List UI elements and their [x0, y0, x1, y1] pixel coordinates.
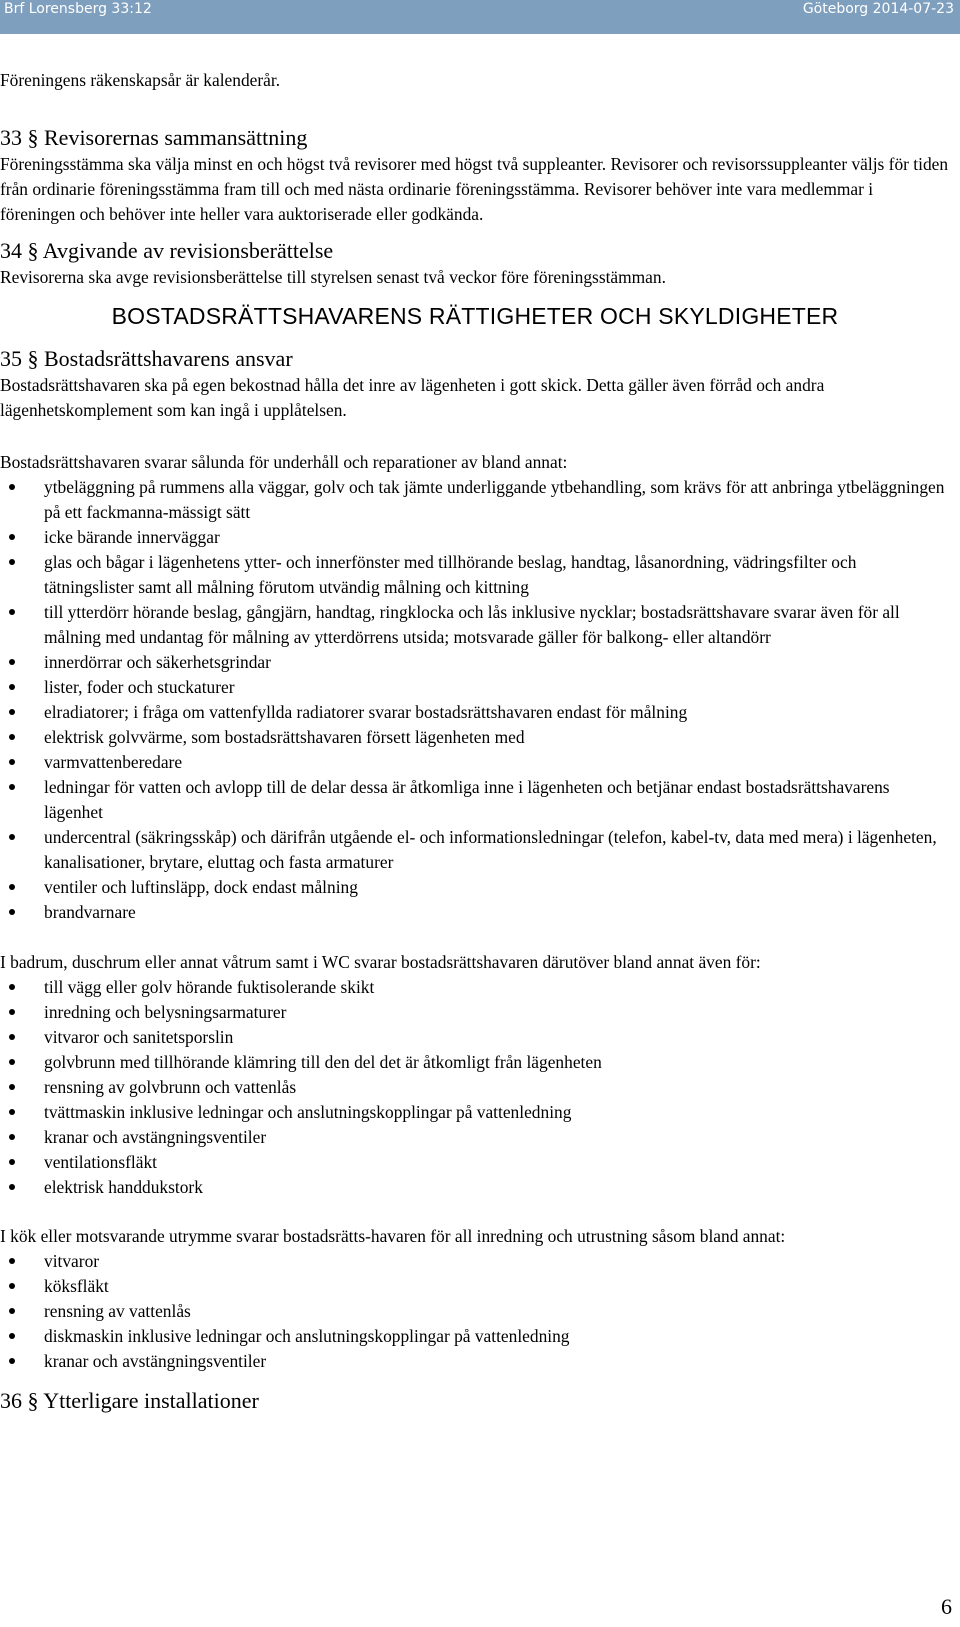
section-34-heading	[0, 237, 950, 265]
list-item: till ytterdörr hörande beslag, gångjärn, handtag, ringklocka och lås inklusive nycklar; bostadsrättshavare svarar även för all målning med undantag för målning av ytterdörrens utsida; motsvarade gäller för balkong- eller altandörr	[0, 600, 950, 650]
list-item: varmvattenberedare	[0, 750, 950, 775]
header-association-name: Brf Lorensberg 33:12	[4, 1, 152, 17]
list-item: vitvaror och sanitetsporslin	[0, 1025, 950, 1050]
section-33-body: Föreningsstämma ska välja minst en och högst två revisorer med högst två suppleanter. Revisorer och revisorssuppleanter väljs för tiden från ordinarie föreningsstämma fram till och med nästa ordinarie föreningsstämma. Revisorer behöver inte vara medlemmar i föreningen och behöver inte heller vara auktoriserade eller godkända.	[0, 154, 949, 224]
list-item: kranar och avstängningsventiler	[0, 1125, 950, 1150]
header-place-date: Göteborg 2014-07-23	[802, 1, 954, 17]
list-item: köksfläkt	[0, 1274, 950, 1299]
section-symbol-icon: §	[27, 125, 39, 150]
wetroom-list	[0, 975, 950, 1200]
page-header	[0, 0, 960, 34]
section-36-heading	[0, 1387, 950, 1415]
list-item: ytbeläggning på rummens alla väggar, golv och tak jämte underliggande ytbehandling, som krävs för att anbringa ytbeläggningen på ett fackmanna-mässigt sätt	[0, 475, 950, 525]
list-item: elektrisk handdukstork	[0, 1175, 950, 1200]
list-item: ventiler och luftinsläpp, dock endast målning	[0, 875, 950, 900]
section-35-title: Bostadsrättshavarens ansvar	[44, 346, 293, 371]
section-33-title: Revisorernas sammansättning	[44, 125, 308, 150]
section-33-number: 33	[0, 125, 22, 150]
section-35-number: 35	[0, 346, 22, 371]
section-34-number: 34	[0, 238, 22, 263]
document-body	[0, 68, 950, 1415]
list-item: innerdörrar och säkerhetsgrindar	[0, 650, 950, 675]
list-item: brandvarnare	[0, 900, 950, 925]
list-item: ventilationsfläkt	[0, 1150, 950, 1175]
list-item: inredning och belysningsarmaturer	[0, 1000, 950, 1025]
list-item: kranar och avstängningsventiler	[0, 1349, 950, 1374]
section-34-title: Avgivande av revisionsberättelse	[42, 238, 334, 263]
list-item: elektrisk golvvärme, som bostadsrättshavaren försett lägenheten med	[0, 725, 950, 750]
list-item: rensning av vattenlås	[0, 1299, 950, 1324]
section-35-heading	[0, 345, 950, 373]
list-item: rensning av golvbrunn och vattenlås	[0, 1075, 950, 1100]
list-item: vitvaror	[0, 1249, 950, 1274]
section-35-body: Bostadsrättshavaren ska på egen bekostnad hålla det inre av lägenheten i gott skick. Detta gäller även förråd och andra lägenhetskomplement som kan ingå i upplåtelsen.	[0, 375, 825, 420]
wetroom-list-intro: I badrum, duschrum eller annat våtrum samt i WC svarar bostadsrättshavaren därutöver bland annat även för:	[0, 952, 761, 972]
list-item: till vägg eller golv hörande fuktisolerande skikt	[0, 975, 950, 1000]
list-item: elradiatorer; i fråga om vattenfyllda radiatorer svarar bostadsrättshavaren endast för målning	[0, 700, 950, 725]
list-item: diskmaskin inklusive ledningar och anslutningskopplingar på vattenledning	[0, 1324, 950, 1349]
chapter-heading: BOSTADSRÄTTSHAVARENS RÄTTIGHETER OCH SKYLDIGHETER	[111, 303, 839, 329]
section-34-body: Revisorerna ska avge revisionsberättelse till styrelsen senast två veckor före föreningsstämman.	[0, 267, 666, 287]
kitchen-list	[0, 1249, 950, 1374]
list-item: undercentral (säkringsskåp) och därifrån utgående el- och informationsledningar (telefon, kabel-tv, data med mera) i lägenheten, kanalisationer, brytare, eluttag och fasta armaturer	[0, 825, 950, 875]
page-number: 6	[941, 1594, 952, 1619]
list-item: ledningar för vatten och avlopp till de delar dessa är åtkomliga inne i lägenheten och betjänar endast bostadsrättshavarens lägenhet	[0, 775, 950, 825]
list-item: glas och bågar i lägenhetens ytter- och innerfönster med tillhörande beslag, handtag, låsanordning, vädringsfilter och tätningslister samt all målning förutom utvändig målning och kittning	[0, 550, 950, 600]
maintenance-list	[0, 475, 950, 925]
list-item: lister, foder och stuckaturer	[0, 675, 950, 700]
maintenance-list-intro: Bostadsrättshavaren svarar sålunda för underhåll och reparationer av bland annat:	[0, 452, 568, 472]
section-symbol-icon: §	[27, 346, 39, 371]
section-symbol-icon: §	[27, 238, 39, 263]
list-item: icke bärande innerväggar	[0, 525, 950, 550]
section-36-number: 36	[0, 1388, 22, 1413]
section-33-heading	[0, 124, 950, 152]
section-36-title: Ytterligare installationer	[43, 1388, 259, 1413]
kitchen-list-intro: I kök eller motsvarande utrymme svarar bostadsrätts-havaren för all inredning och utrustning såsom bland annat:	[0, 1226, 786, 1246]
list-item: golvbrunn med tillhörande klämring till den del det är åtkomligt från lägenheten	[0, 1050, 950, 1075]
intro-paragraph: Föreningens räkenskapsår är kalenderår.	[0, 70, 281, 90]
list-item: tvättmaskin inklusive ledningar och anslutningskopplingar på vattenledning	[0, 1100, 950, 1125]
section-symbol-icon: §	[27, 1388, 39, 1413]
